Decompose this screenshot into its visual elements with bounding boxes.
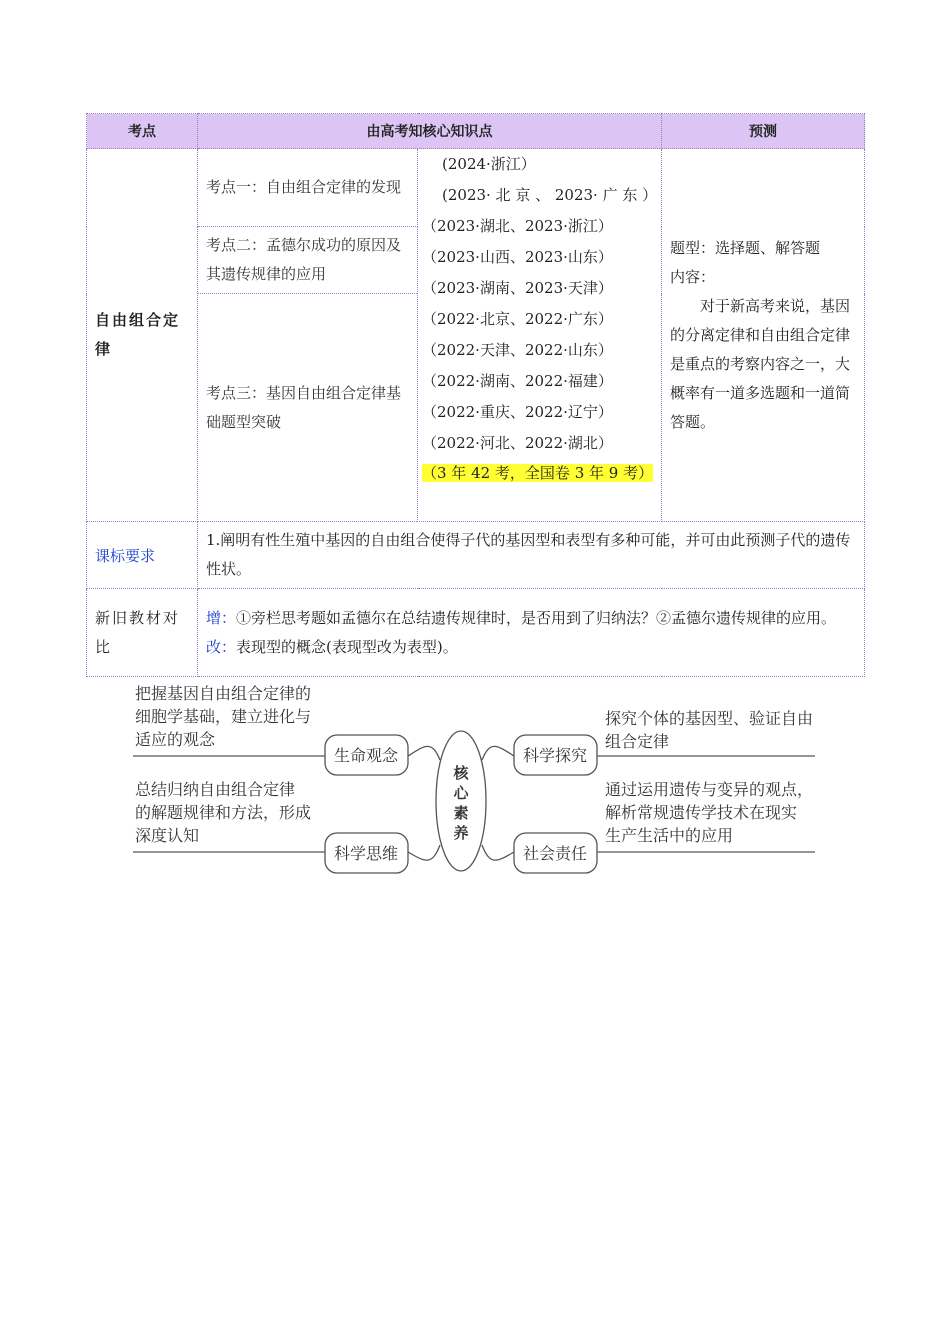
year-item: （2023·湖南、2023·天津）: [422, 279, 613, 297]
node-life-label: 生命观念: [333, 746, 399, 765]
compare-add-text: ①旁栏思考题如孟德尔在总结遗传规律时，是否用到了归纳法？②孟德尔遗传规律的应用。: [236, 608, 837, 627]
standard-text: 1.阐明有性生殖中基因的自由组合使得子代的基因型和表型有多种可能，并可由此预测子代的遗传性状。: [198, 522, 865, 589]
year-item: （2023·山西、2023·山东）: [422, 248, 613, 266]
society-text-line: 通过运用遗传与变异的观点，: [605, 780, 814, 799]
life-text-line: 细胞学基础，建立进化与: [135, 707, 312, 726]
year-item: (2024·浙江）: [442, 155, 536, 173]
header-topic: 考点: [87, 114, 198, 149]
inquiry-text-line: 组合定律: [605, 732, 670, 751]
compare-label: 新旧教材对比: [87, 589, 198, 677]
years-summary-highlight: （3 年 42 考，全国卷 3 年 9 考）: [422, 464, 654, 482]
topic-cell: 自由组合定律: [87, 149, 198, 522]
prediction-body: 对于新高考来说，基因的分离定律和自由组合定律是重点的考察内容之一，大概率有一道多选题和一道简答题。: [670, 296, 851, 431]
node-thinking-label: 科学思维: [333, 844, 399, 863]
thinking-text-line: 深度认知: [135, 826, 200, 845]
connector-curve: [482, 845, 514, 860]
inquiry-text-line: 探究个体的基因型、验证自由: [605, 709, 814, 728]
header-prediction: 预测: [662, 114, 865, 149]
connector-curve: [408, 845, 440, 860]
year-item: （2023·湖北、2023·浙江）: [422, 217, 613, 235]
society-text-line: 解析常规遗传学技术在现实: [605, 803, 798, 822]
node-inquiry-label: 科学探究: [522, 746, 588, 765]
year-item: （2022·湖南、2022·福建）: [422, 372, 613, 390]
compare-change-label: 改：: [206, 637, 237, 656]
prediction-type: 题型：选择题、解答题: [670, 238, 821, 257]
connector-curve: [408, 746, 440, 760]
subpoint-3: 考点三：基因自由组合定律基础题型突破: [198, 294, 418, 522]
subpoint-2: 考点二：孟德尔成功的原因及其遗传规律的应用: [198, 227, 418, 294]
header-knowledge: 由高考知核心知识点: [198, 114, 662, 149]
thinking-text-line: 总结归纳自由组合定律: [135, 780, 296, 799]
center-char: 养: [453, 824, 469, 842]
year-item: （2022·天津、2022·山东）: [422, 341, 613, 359]
life-text-line: 适应的观念: [135, 730, 216, 749]
center-char: 素: [453, 804, 469, 822]
year-item: （2022·重庆、2022·辽宁）: [422, 403, 613, 421]
node-society-label: 社会责任: [522, 844, 588, 863]
society-text-line: 生产生活中的应用: [605, 826, 734, 845]
prediction-content-label: 内容：: [670, 267, 716, 286]
year-item: （2022·河北、2022·湖北）: [422, 434, 613, 452]
subpoint-1: 考点一：自由组合定律的发现: [198, 149, 418, 227]
center-char: 心: [453, 784, 469, 802]
center-char: 核: [453, 764, 469, 782]
compare-change-text: 表现型的概念(表现型改为表型)。: [236, 637, 458, 656]
compare-add-label: 增：: [206, 608, 237, 627]
connector-curve: [482, 746, 514, 760]
standard-label: 课标要求: [87, 522, 198, 589]
year-item: （2022·北京、2022·广东）: [422, 310, 613, 328]
year-item: (2023· 北 京 、 2023· 广 东 ）: [442, 186, 658, 204]
life-text-line: 把握基因自由组合定律的: [135, 684, 312, 703]
thinking-text-line: 的解题规律和方法，形成: [135, 803, 312, 822]
